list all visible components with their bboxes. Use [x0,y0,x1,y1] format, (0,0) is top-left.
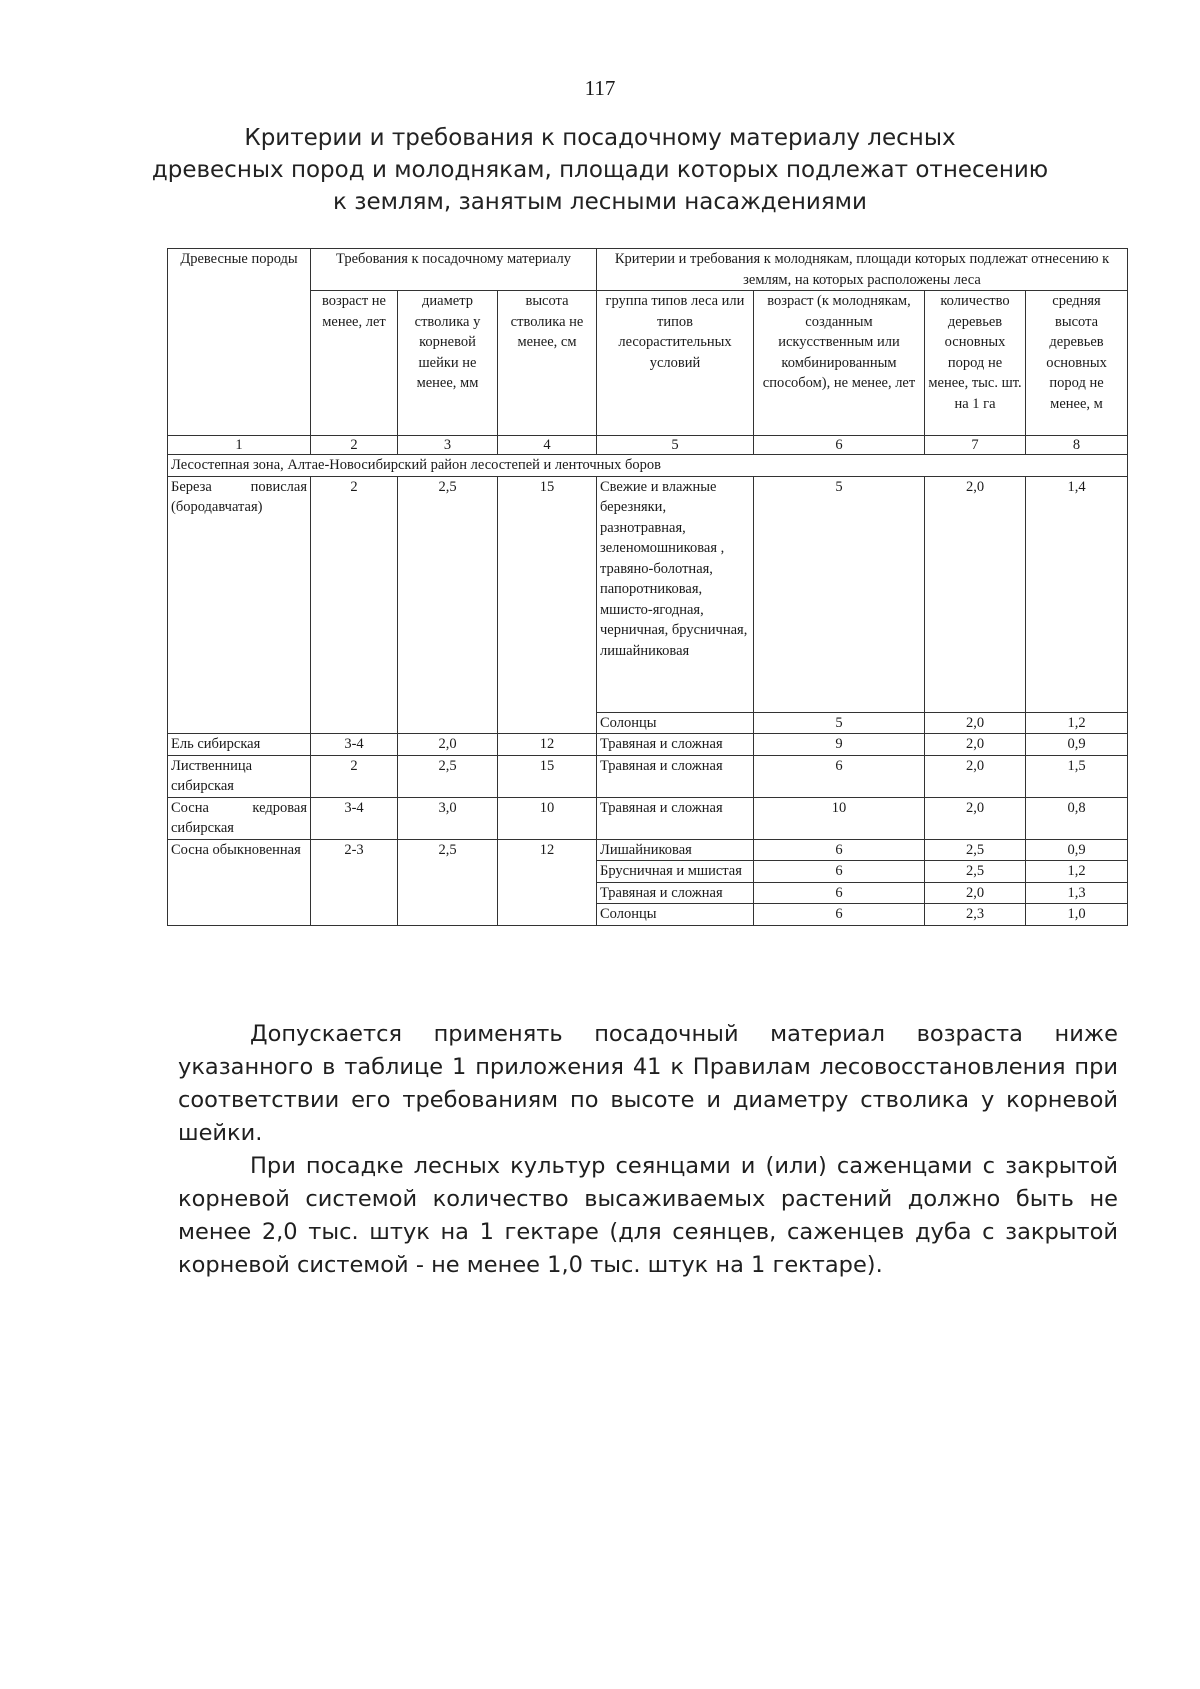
cedar-forest-type: Травяная и сложная [597,797,754,839]
pine-forest-type: Брусничная и мшистая [597,861,754,883]
pine-tree-count: 2,5 [925,839,1026,861]
birch-seedling-height: 15 [498,476,597,734]
pine-forest-type: Лишайниковая [597,839,754,861]
column-number: 4 [498,436,597,455]
larch-tree-count: 2,0 [925,755,1026,797]
pine-tree-count: 2,3 [925,904,1026,926]
spruce-tree-count: 2,0 [925,734,1026,756]
pine-young-age: 6 [754,839,925,861]
spruce-seedling-age: 3-4 [311,734,398,756]
header-young-stands: Критерии и требования к молоднякам, площади которых подлежат отнесению к землям, на которых расположены леса [597,249,1128,291]
larch-seedling-age: 2 [311,755,398,797]
paragraph-word: ниже [1054,1021,1118,1047]
species-spruce: Ель сибирская [168,734,311,756]
birch-seedling-age: 2 [311,476,398,734]
birch-seedling-diameter: 2,5 [398,476,498,734]
larch-avg-height: 1,5 [1026,755,1128,797]
birch-tree-count: 2,0 [925,476,1026,712]
species-cedar-line: Сосна кедровая [171,799,307,816]
birch-forest-type: Свежие и влажные березняки, разнотравная, зеленомошниковая , травяно-болотная, папоротниковая, мшисто-ягодная, черничная, брусничная, лишайниковая [597,476,754,712]
pine-seedling-diameter: 2,5 [398,839,498,925]
header-seedling-age: возраст не менее, лет [311,291,398,436]
paragraph-1-first-line [178,1018,1118,1051]
pine-tree-count: 2,0 [925,882,1026,904]
birch-young-age: 5 [754,476,925,712]
title-line: к землям, занятым лесными насаждениями [333,189,867,215]
page-number: 117 [584,76,616,100]
pine-forest-type: Солонцы [597,904,754,926]
species-cedar-line: сибирская [171,820,234,836]
criteria-table [167,248,1128,926]
birch-forest-type: Солонцы [597,712,754,734]
cedar-seedling-height: 10 [498,797,597,839]
pine-avg-height: 0,9 [1026,839,1128,861]
spruce-seedling-diameter: 2,0 [398,734,498,756]
header-forest-type: группа типов леса или типов лесорастительных условий [597,291,754,436]
paragraph-1-rest: указанного в таблице 1 приложения 41 к Правилам лесовосстановления при соответствии его требованиям по высоте и диаметру стволика у корневой шейки. [178,1054,1118,1146]
paragraph-word: возраста [916,1021,1023,1047]
column-number: 5 [597,436,754,455]
page-title [0,122,1200,218]
larch-seedling-diameter: 2,5 [398,755,498,797]
birch-tree-count: 2,0 [925,712,1026,734]
column-number: 1 [168,436,311,455]
header-avg-height: средняя высота деревьев основных пород не менее, м [1026,291,1128,436]
header-tree-count: количество деревьев основных пород не менее, тыс. шт. на 1 га [925,291,1026,436]
larch-young-age: 6 [754,755,925,797]
pine-avg-height: 1,3 [1026,882,1128,904]
spruce-young-age: 9 [754,734,925,756]
cedar-seedling-age: 3-4 [311,797,398,839]
species-larch: Лиственница сибирская [168,755,311,797]
pine-avg-height: 1,0 [1026,904,1128,926]
pine-young-age: 6 [754,882,925,904]
cedar-avg-height: 0,8 [1026,797,1128,839]
paragraph-word: Допускается [250,1021,402,1047]
pine-young-age: 6 [754,904,925,926]
spruce-avg-height: 0,9 [1026,734,1128,756]
pine-seedling-height: 12 [498,839,597,925]
cedar-seedling-diameter: 3,0 [398,797,498,839]
pine-forest-type: Травяная и сложная [597,882,754,904]
pine-avg-height: 1,2 [1026,861,1128,883]
pine-tree-count: 2,5 [925,861,1026,883]
cedar-young-age: 10 [754,797,925,839]
title-line: древесных пород и молоднякам, площади которых подлежат отнесению [151,157,1049,183]
paragraph-word: посадочный [594,1021,739,1047]
larch-seedling-height: 15 [498,755,597,797]
spruce-forest-type: Травяная и сложная [597,734,754,756]
header-seedling-height: высота стволика не менее, см [498,291,597,436]
spruce-seedling-height: 12 [498,734,597,756]
pine-seedling-age: 2-3 [311,839,398,925]
zone-row: Лесостепная зона, Алтае-Новосибирский район лесостепей и ленточных боров [168,455,1128,477]
column-number: 6 [754,436,925,455]
paragraph-word: материал [770,1021,885,1047]
header-planting-material: Требования к посадочному материалу [311,249,597,291]
larch-forest-type: Травяная и сложная [597,755,754,797]
paragraph-2: При посадке лесных культур сеянцами и (или) саженцами с закрытой корневой системой количество высаживаемых растений должно быть не менее 2,0 тыс. штук на 1 гектаре (для сеянцев, саженцев дуба с закрытой корневой системой - не менее 1,0 тыс. штук на 1 гектаре). [178,1153,1118,1278]
header-species: Древесные породы [168,249,311,436]
birch-avg-height: 1,4 [1026,476,1128,712]
column-number: 7 [925,436,1026,455]
cedar-tree-count: 2,0 [925,797,1026,839]
column-number: 2 [311,436,398,455]
pine-young-age: 6 [754,861,925,883]
title-line: Критерии и требования к посадочному материалу лесных [244,125,956,151]
header-young-age: возраст (к молоднякам, созданным искусственным или комбинированным способом), не менее, лет [754,291,925,436]
paragraph-word: применять [433,1021,563,1047]
birch-avg-height: 1,2 [1026,712,1128,734]
header-seedling-diameter: диаметр стволика у корневой шейки не менее, мм [398,291,498,436]
birch-young-age: 5 [754,712,925,734]
species-birch: Береза повислая (бородавчатая) [168,476,311,734]
column-number: 8 [1026,436,1128,455]
body-text [178,1018,1118,1282]
species-scots-pine: Сосна обыкновенная [168,839,311,925]
column-number: 3 [398,436,498,455]
species-cedar-pine [168,797,311,839]
